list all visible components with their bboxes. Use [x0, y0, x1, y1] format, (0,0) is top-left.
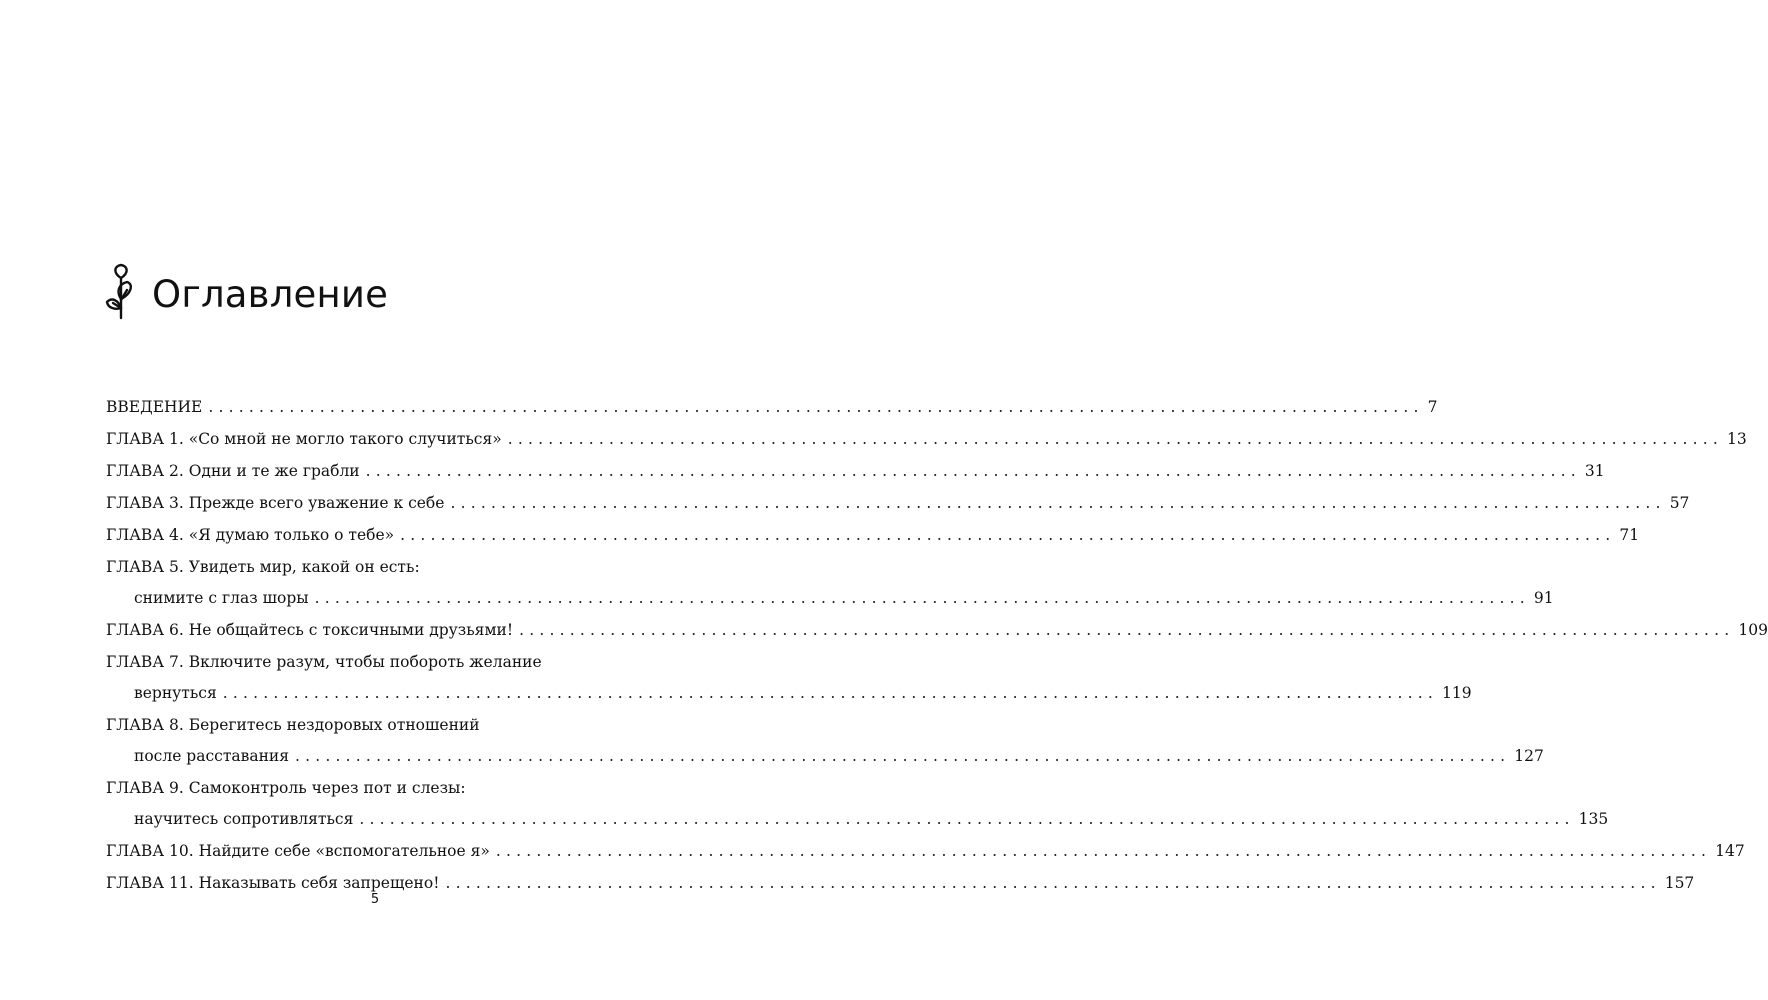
toc-entry-title: вернуться [134, 684, 217, 702]
toc-entry [106, 461, 1605, 481]
toc-entry-page: 127 [1514, 747, 1544, 765]
toc-entry-page: 71 [1619, 526, 1640, 544]
toc-entry [106, 841, 1745, 861]
toc-entry-continuation [106, 588, 1554, 608]
toc-entry-page: 109 [1738, 621, 1768, 639]
toc-entry [106, 429, 1747, 449]
dot-leader: ........................................................................................................................ [365, 462, 1581, 480]
dot-leader: ........................................................................................................................ [519, 621, 1735, 639]
toc-entry-title: ВВЕДЕНИЕ [106, 398, 203, 416]
toc-entry-continuation [106, 683, 1472, 703]
toc-entry-title: ГЛАВА 3. Прежде всего уважение к себе [106, 494, 445, 512]
toc-entry [106, 397, 1438, 417]
toc-entry-line [106, 397, 1438, 417]
toc-entry-line [106, 429, 1747, 449]
toc-entry-title: ГЛАВА 9. Самоконтроль через пот и слезы: [106, 779, 466, 797]
toc-entry-line [106, 525, 1640, 545]
dot-leader: ........................................................................................................................ [507, 430, 1723, 448]
toc-entry-page: 147 [1715, 842, 1745, 860]
toc-entry-title: научитесь сопротивляться [134, 810, 354, 828]
toc-entry-line [106, 620, 1768, 640]
toc-entry-page: 57 [1669, 494, 1690, 512]
toc-entry-page: 157 [1664, 874, 1695, 892]
page-title: Оглавление [152, 273, 389, 316]
toc-entry [106, 873, 1695, 893]
toc-entry-page: 31 [1584, 462, 1605, 480]
dot-leader: ........................................................................................................................ [450, 494, 1666, 512]
toc-entry-title: снимите с глаз шоры [134, 589, 309, 607]
dot-leader: ........................................................................................................................ [208, 398, 1424, 416]
toc-entry [106, 557, 1554, 608]
toc-entry [106, 493, 1690, 513]
toc-entry-page: 91 [1533, 589, 1554, 607]
table-of-contents [106, 397, 1768, 905]
dot-leader: ........................................................................................................................ [222, 684, 1438, 702]
toc-entry [106, 715, 1544, 766]
leaf-sprout-icon [104, 264, 140, 320]
toc-entry-title: ГЛАВА 1. «Со мной не могло такого случиться» [106, 430, 502, 448]
toc-entry-title: после расставания [134, 747, 290, 765]
toc-entry-page: 135 [1578, 810, 1609, 828]
toc-entry-title: ГЛАВА 8. Берегитесь нездоровых отношений [106, 716, 480, 734]
toc-entry-page: 13 [1726, 430, 1747, 448]
toc-entry-title: ГЛАВА 10. Найдите себе «вспомогательное я» [106, 842, 490, 860]
toc-entry-continuation [106, 746, 1544, 766]
toc-entry-title: ГЛАВА 5. Увидеть мир, какой он есть: [106, 558, 420, 576]
toc-entry-line [106, 778, 644, 798]
dot-leader: ........................................................................................................................ [295, 747, 1511, 765]
toc-entry-line [106, 461, 1605, 481]
dot-leader: ........................................................................................................................ [314, 589, 1530, 607]
dot-leader: ........................................................................................................................ [400, 526, 1616, 544]
toc-entry-title: ГЛАВА 6. Не общайтесь с токсичными друзьями! [106, 621, 514, 639]
toc-entry [106, 652, 1472, 703]
dot-leader: ........................................................................................................................ [359, 810, 1575, 828]
toc-entry-line [106, 557, 644, 577]
toc-entry-continuation [106, 809, 1609, 829]
dot-leader: ........................................................................................................................ [495, 842, 1712, 860]
toc-entry-title: ГЛАВА 2. Одни и те же грабли [106, 462, 360, 480]
toc-entry-line [106, 715, 644, 735]
toc-entry-title: ГЛАВА 11. Наказывать себя запрещено! [106, 874, 440, 892]
toc-entry [106, 778, 1609, 829]
page-number: 5 [370, 892, 380, 907]
toc-entry-page: 7 [1427, 398, 1438, 416]
toc-entry-line [106, 841, 1745, 861]
toc-entry-title: ГЛАВА 7. Включите разум, чтобы побороть желание [106, 653, 542, 671]
toc-entry-title: ГЛАВА 4. «Я думаю только о тебе» [106, 526, 395, 544]
toc-entry-line [106, 493, 1690, 513]
toc-entry [106, 620, 1768, 640]
toc-entry [106, 525, 1640, 545]
toc-entry-line [106, 652, 644, 672]
dot-leader: ........................................................................................................................ [445, 874, 1661, 892]
toc-entry-page: 119 [1442, 684, 1472, 702]
toc-entry-line [106, 873, 1695, 893]
